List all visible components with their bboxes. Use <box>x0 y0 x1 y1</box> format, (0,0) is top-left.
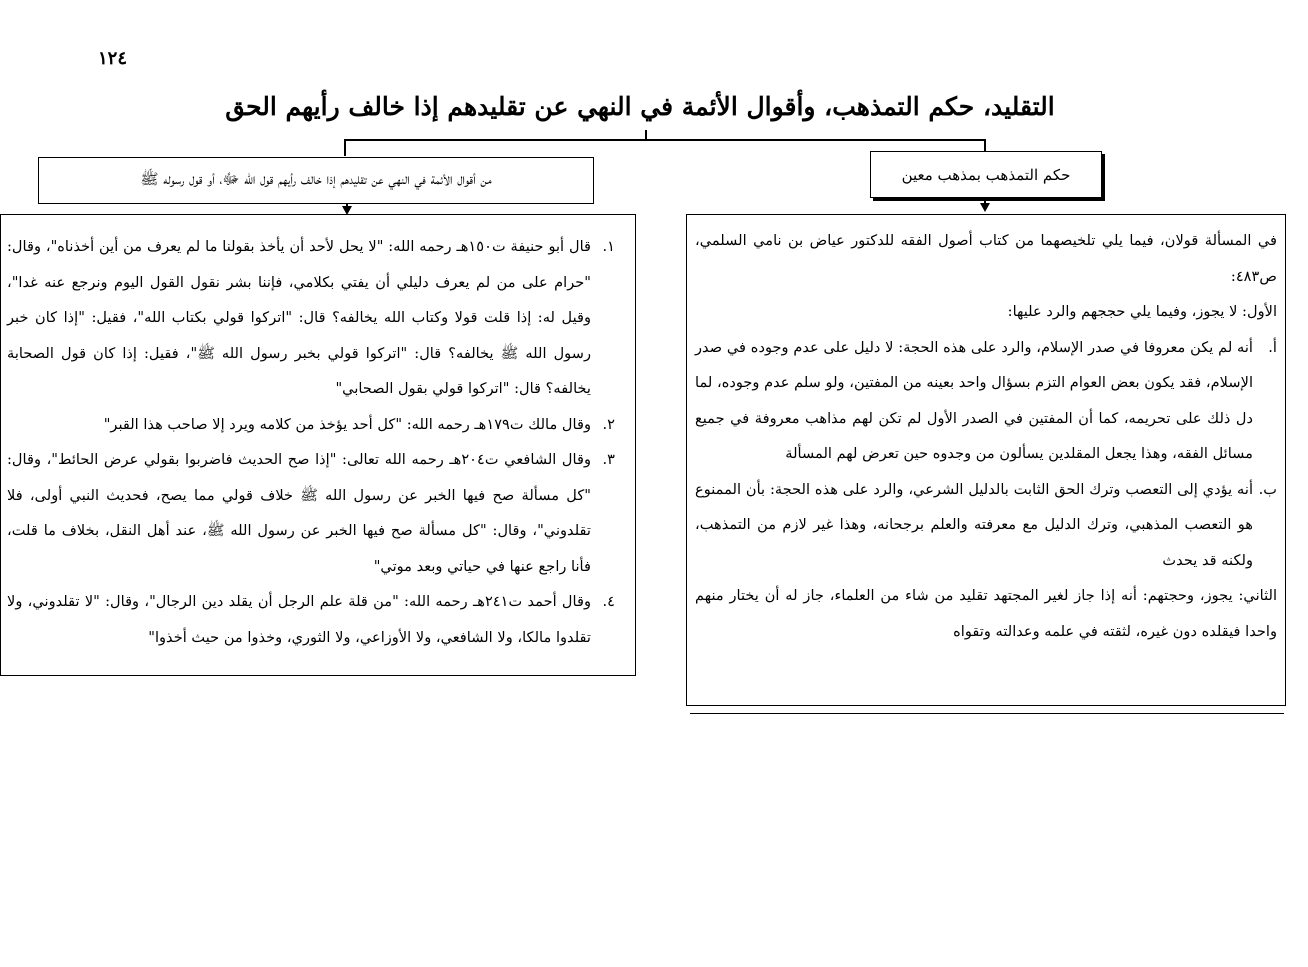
list-item <box>7 407 615 443</box>
item-text: وقال أحمد ت٢٤١هـ رحمه الله: "من قلة علم الرجل أن يقلد دين الرجال"، وقال: "لا تقلدوني، ولا تقلدوا مالكا، ولا الشافعي، ولا الأوزاعي، ولا الثوري، وخذوا من حيث أخذوا" <box>7 593 591 646</box>
item-text: أنه يؤدي إلى التعصب وترك الحق الثابت بالدليل الشرعي، والرد على هذه الحجة: بأن الممنوع هو التعصب المذهبي، وترك الدليل مع معرفته والعلم برجحانه، وهذا غير لازم من التمذهب، ولكنه قد يحدث <box>695 480 1253 569</box>
bottom-rule <box>690 713 1284 714</box>
item-number: ٢. <box>602 415 615 433</box>
right-header-text: حكم التمذهب بمذهب معين <box>901 165 1071 184</box>
item-number: ٣. <box>602 451 615 468</box>
item-letter: ب. <box>1258 480 1277 498</box>
item-text: قال أبو حنيفة ت١٥٠هـ رحمه الله: "لا يحل لأحد أن يأخذ بقولنا ما لم يعرف من أين أخذناه"، وقال: "حرام على من لم يعرف دليلي أن يفتي بكلامي، فإننا بشر نقول القول اليوم ونرجع عنه غدا"، وقيل له: إذا قلت قولا وكتاب الله يخالفه؟ قال: "اتركوا قولي بكتاب الله"، فقيل: "إذا كان خبر رسول الله ﷺ يخالفه؟ قال: "اتركوا قولي بخبر رسول الله ﷺ"، فقيل: إذا كان قول الصحابة يخالفه؟ قال: "اتركوا قولي بقول الصحابي" <box>7 238 592 397</box>
page-title: التقليد، حكم التمذهب، وأقوال الأئمة في النهي عن تقليدهم إذا خالف رأيهم الحق <box>225 92 1055 121</box>
intro-paragraph: في المسألة قولان، فيما يلي تلخيصهما من كتاب أصول الفقه للدكتور عياض بن نامي السلمي، ص٤٨٣: <box>695 232 1277 285</box>
item-letter: أ. <box>1268 338 1277 356</box>
item-number: ٤. <box>602 593 615 610</box>
connector-left-drop <box>344 139 346 156</box>
item-text: أنه لم يكن معروفا في صدر الإسلام، والرد على هذه الحجة: لا دليل على عدم وجوده في صدر الإسلام، فقد يكون بعض العوام التزم بسؤال واحد بعينه من المفتين، ولو سلم عدم وجوده، لما دل ذلك على تحريمه، كما أن المفتين في الصدر الأول لم تكن لهم مذاهب معروفة في جميع مسائل الفقه، وهذا يجعل المقلدين يسألون من وجدوه حين تعرض لهم المسألة <box>695 338 1253 462</box>
madhhab-ruling-box <box>686 214 1286 706</box>
page-number: ١٢٤ <box>98 48 128 69</box>
item-number: ١. <box>602 238 615 255</box>
connector-right-drop <box>984 139 986 151</box>
connector-horizontal <box>344 139 985 141</box>
imams-sayings-box <box>0 214 636 676</box>
item-text: وقال الشافعي ت٢٠٤هـ رحمه الله تعالى: "إذا صح الحديث فاضربوا بقولي عرض الحائط"، وقال: "كل مسألة صح فيها الخبر عن رسول الله ﷺ خلاف قولي مما يصح، فحديث النبي أولى، فلا تقلدوني"، وقال: "كل مسألة صح فيها الخبر عن رسول الله ﷺ، عند أهل النقل، بخلاف ما قلت، فأنا راجع عنها في حياتي وبعد موتي" <box>7 451 591 575</box>
left-header-text: من أقوال الأئمة في النهي عن تقليدهم إذا خالف رأيهم قول الله ﷻ، أو قول رسوله ﷺ <box>140 169 492 188</box>
list-item <box>7 442 615 584</box>
list-item <box>7 229 615 407</box>
first-opinion: الأول: لا يجوز، وفيما يلي حججهم والرد عليها: <box>1007 303 1277 320</box>
item-text: وقال مالك ت١٧٩هـ رحمه الله: "كل أحد يؤخذ من كلامه ويرد إلا صاحب هذا القبر" <box>103 415 591 433</box>
list-item <box>695 330 1277 472</box>
left-header-box <box>38 157 594 204</box>
second-opinion: الثاني: يجوز، وحجتهم: أنه إذا جاز لغير المجتهد تقليد من شاء من العلماء، جاز له أن يختار منهم واحدا فيقلده دون غيره، لثقته في علمه وعدالته وتقواه <box>695 587 1277 640</box>
right-arrow-head <box>980 203 990 212</box>
list-item <box>7 584 615 655</box>
right-header-box <box>870 151 1102 198</box>
list-item <box>695 472 1277 579</box>
